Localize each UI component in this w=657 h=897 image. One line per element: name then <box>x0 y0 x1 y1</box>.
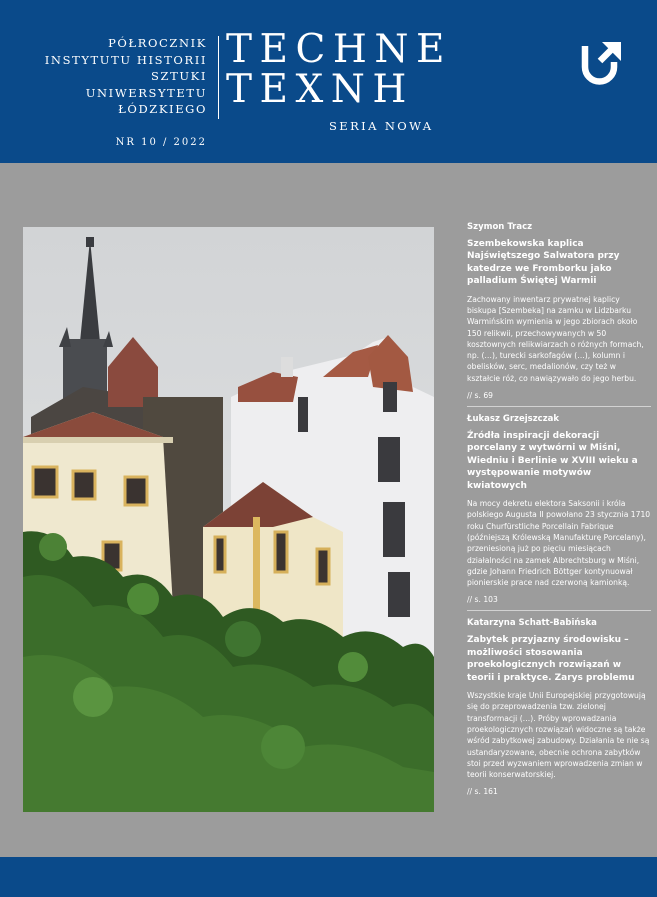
article-entry <box>467 222 651 407</box>
series-label: SERIA NOWA <box>329 119 434 133</box>
article-author: Katarzyna Schatt-Babińska <box>467 618 597 629</box>
article-title: Źródła inspiracji dekoracji porcelany z wytwórni w Miśni, Wiedniu i Berlinie w XVIII wieku a występowanie motywów kwiatowych <box>467 431 638 491</box>
cover-photo <box>23 227 434 812</box>
article-entry <box>467 618 651 802</box>
footer-band <box>0 857 657 897</box>
article-author: Szymon Tracz <box>467 222 533 232</box>
institute-name: INSTYTUTU HISTORII SZTUKI <box>44 52 207 83</box>
article-abstract: Wszystkie kraje Unii Europejskiej przygotowują się do przeprowadzenia tzw. zielonej transformacji (…). Próby wprowadzania proekologicznych rozwiązań widoczne są także wśród zabytkowej zabudowy. Działania te nie są ustandaryzowane, obecnie ochrona zabytków stoi przed wyzwaniem wprowadzenia zmian w teorii konserwatorskiej. <box>467 691 650 780</box>
periodicity-label: PÓŁROCZNIK <box>108 36 207 50</box>
issue-number: NR 10 / 2022 <box>115 136 207 148</box>
article-page: // s. 103 <box>467 595 498 605</box>
article-abstract: Zachowany inwentarz prywatnej kaplicy biskupa [Szembeka] na zamku w Lidzbarku Warmińskim wymienia w jego zbiorach około 150 relikwii, przechowywanych w 50 kosztownych relikwiarzach o różnych formach, np. (…), turecki sarkofagów (…), kolumn i obelisków, serc, medalionów, czy też w kształcie róż, co nawiązywało do jego herbu. <box>467 294 644 383</box>
header-divider <box>218 36 219 119</box>
publisher-block <box>0 35 207 151</box>
gray-band <box>0 163 657 227</box>
table-of-contents <box>467 222 651 809</box>
article-entry <box>467 414 651 611</box>
university-logo-icon <box>581 40 623 86</box>
article-author: Łukasz Grzejszczak <box>467 414 560 424</box>
university-name: UNIWERSYTETU ŁÓDZKIEGO <box>85 85 207 116</box>
journal-title-latin: TECHNE <box>226 27 452 72</box>
journal-title-greek: TEXNH <box>226 67 414 112</box>
article-title: Szembekowska kaplica Najświętszego Salwatora przy katedrze we Fromborku jako palladium Świętej Warmii <box>467 239 620 287</box>
journal-header <box>0 0 657 163</box>
journal-title <box>226 27 452 112</box>
article-abstract: Na mocy dekretu elektora Saksonii i króla polskiego Augusta II powołano 23 stycznia 1710 roku Churfürstliche Porcellain Fabrique (późniejszą Królewską Manufakturę Porcelany), przeniesioną już po pięciu miesiącach działalności na zamek Albrechtsburg w Miśni, gdzie Johann Friedrich Böttger kontynuował pionierskie prace nad czerwoną kamionką. <box>467 499 651 588</box>
article-title: Zabytek przyjazny środowisku – możliwości stosowania proekologicznych rozwiązań w teorii i praktyce. Zarys problemu <box>467 635 635 683</box>
article-page: // s. 161 <box>467 787 498 797</box>
article-page: // s. 69 <box>467 391 493 400</box>
